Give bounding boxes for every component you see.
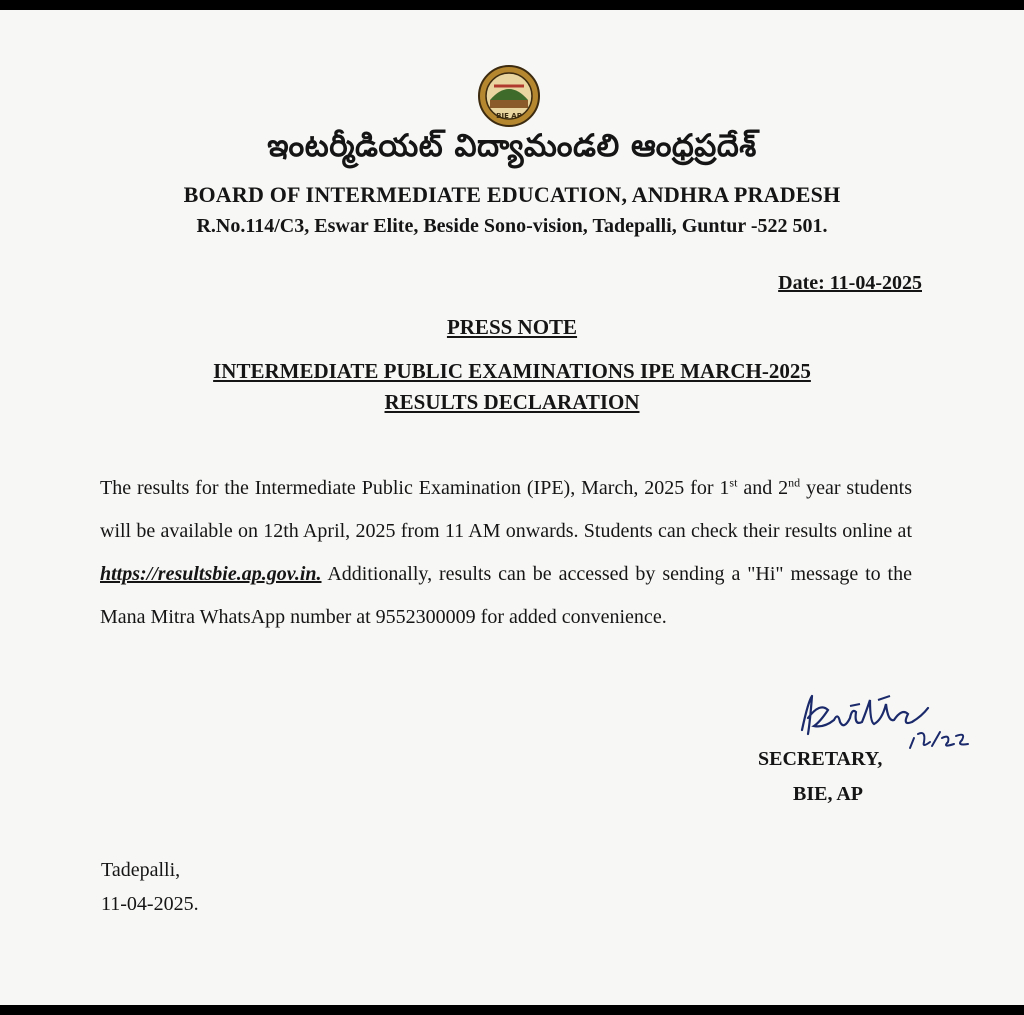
telugu-title: ఇంటర్మీడియట్ విద్యామండలి ఆంధ్రప్రదేశ్ [267, 128, 757, 164]
superscript-st: st [729, 475, 738, 490]
board-name: BOARD OF INTERMEDIATE EDUCATION, ANDHRA PRADESH [183, 182, 841, 207]
document-date: Date: 11-04-2025 [778, 272, 922, 294]
board-emblem-logo [476, 64, 542, 128]
logo-lettering: BIE AP [496, 112, 522, 120]
footer-date: 11-04-2025. [101, 893, 199, 915]
place-name: Tadepalli, [101, 859, 181, 881]
body-text-part: and 2 [737, 477, 789, 499]
results-website-link[interactable]: https://resultsbie.ap.gov.in. [100, 563, 322, 585]
press-note-page [0, 10, 1024, 1005]
body-paragraph [100, 467, 912, 639]
body-text-part: year students will be available on 12th April, 2025 from 11 AM onwards. Students can check their results online at [100, 477, 912, 542]
signatory-organization: BIE, AP [793, 783, 864, 805]
press-note-heading: PRESS NOTE [446, 315, 578, 339]
superscript-nd: nd [788, 475, 801, 490]
body-text-part: Additionally, results can be accessed by sending a "Hi" message to the Mana Mitra WhatsApp number at 9552300009 for added convenience. [100, 563, 912, 628]
subject-line-2: RESULTS DECLARATION [384, 390, 640, 414]
subject-line-1: INTERMEDIATE PUBLIC EXAMINATIONS IPE MARCH-2025 [213, 359, 811, 383]
body-text-part: The results for the Intermediate Public Examination (IPE), March, 2025 for 1 [100, 477, 730, 499]
signatory-title: SECRETARY, [758, 748, 883, 770]
board-address: R.No.114/C3, Eswar Elite, Beside Sono-vision, Tadepalli, Guntur -522 501. [196, 215, 828, 237]
place-and-date [101, 853, 199, 921]
